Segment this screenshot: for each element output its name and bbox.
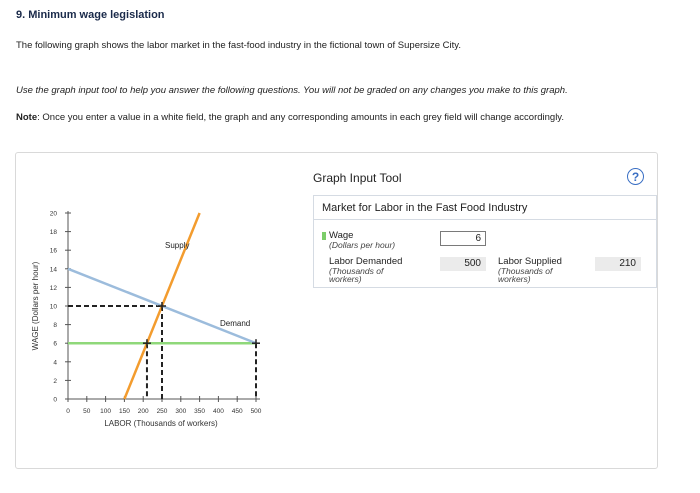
supply-curve-label: Supply xyxy=(165,241,190,250)
market-title: Market for Labor in the Fast Food Industry xyxy=(314,196,656,220)
y-tick-label-0: 0 xyxy=(53,396,57,404)
labor-demanded-value: 500 xyxy=(440,257,486,271)
y-tick-label-18: 18 xyxy=(49,229,57,237)
labor-demanded-unit-2: workers) xyxy=(329,274,362,284)
intro-text: The following graph shows the labor market in the fast-food industry in the fictional town of Supersize City. xyxy=(16,40,461,51)
graph-input-tool xyxy=(313,195,657,288)
labor-market-graph[interactable] xyxy=(16,153,306,468)
help-icon[interactable]: ? xyxy=(627,168,644,185)
labor-supplied-unit-1: (Thousands of xyxy=(498,266,553,276)
demand-curve-label: Demand xyxy=(220,319,251,328)
y-tick-label-20: 20 xyxy=(49,210,57,218)
x-tick-label-50: 50 xyxy=(83,408,91,415)
x-tick-label-150: 150 xyxy=(118,408,130,415)
wage-label: Wage xyxy=(329,230,354,241)
y-axis-label: WAGE (Dollars per hour) xyxy=(31,261,40,351)
note-text xyxy=(16,112,564,123)
y-tick-label-6: 6 xyxy=(53,340,57,348)
note-body: : Once you enter a value in a white field, the graph and any corresponding amounts in each grey field will change accordingly. xyxy=(37,112,564,123)
x-axis-label: LABOR (Thousands of workers) xyxy=(104,419,218,428)
y-tick-label-14: 14 xyxy=(49,266,57,274)
y-tick-label-2: 2 xyxy=(53,377,57,385)
wage-color-marker xyxy=(322,232,326,240)
x-tick-label-350: 350 xyxy=(194,408,206,415)
graph-panel xyxy=(15,152,658,469)
wage-unit: (Dollars per hour) xyxy=(329,240,396,250)
y-tick-label-12: 12 xyxy=(49,284,57,292)
graph-input-tool-title: Graph Input Tool xyxy=(313,171,402,185)
note-label: Note xyxy=(16,112,38,123)
x-tick-label-450: 450 xyxy=(231,408,243,415)
y-tick-label-10: 10 xyxy=(49,303,57,311)
y-tick-label-8: 8 xyxy=(53,322,57,330)
x-tick-label-300: 300 xyxy=(175,408,187,415)
y-tick-label-16: 16 xyxy=(49,247,57,255)
wage-input[interactable] xyxy=(440,231,486,246)
x-tick-label-400: 400 xyxy=(212,408,224,415)
x-tick-label-0: 0 xyxy=(66,408,70,415)
x-tick-label-250: 250 xyxy=(156,408,168,415)
labor-demanded-label: Labor Demanded xyxy=(329,256,403,267)
labor-supplied-label: Labor Supplied xyxy=(498,256,562,267)
x-tick-label-500: 500 xyxy=(250,408,262,415)
labor-supplied-value: 210 xyxy=(595,257,641,271)
labor-demanded-unit-1: (Thousands of xyxy=(329,266,384,276)
y-tick-label-4: 4 xyxy=(53,359,57,367)
question-title: 9. Minimum wage legislation xyxy=(16,9,165,21)
x-tick-label-100: 100 xyxy=(100,408,112,415)
instruction-text: Use the graph input tool to help you answer the following questions. You will not be graded on any changes you make to this graph. xyxy=(16,85,568,96)
labor-supplied-unit-2: workers) xyxy=(498,274,531,284)
x-tick-label-200: 200 xyxy=(137,408,149,415)
